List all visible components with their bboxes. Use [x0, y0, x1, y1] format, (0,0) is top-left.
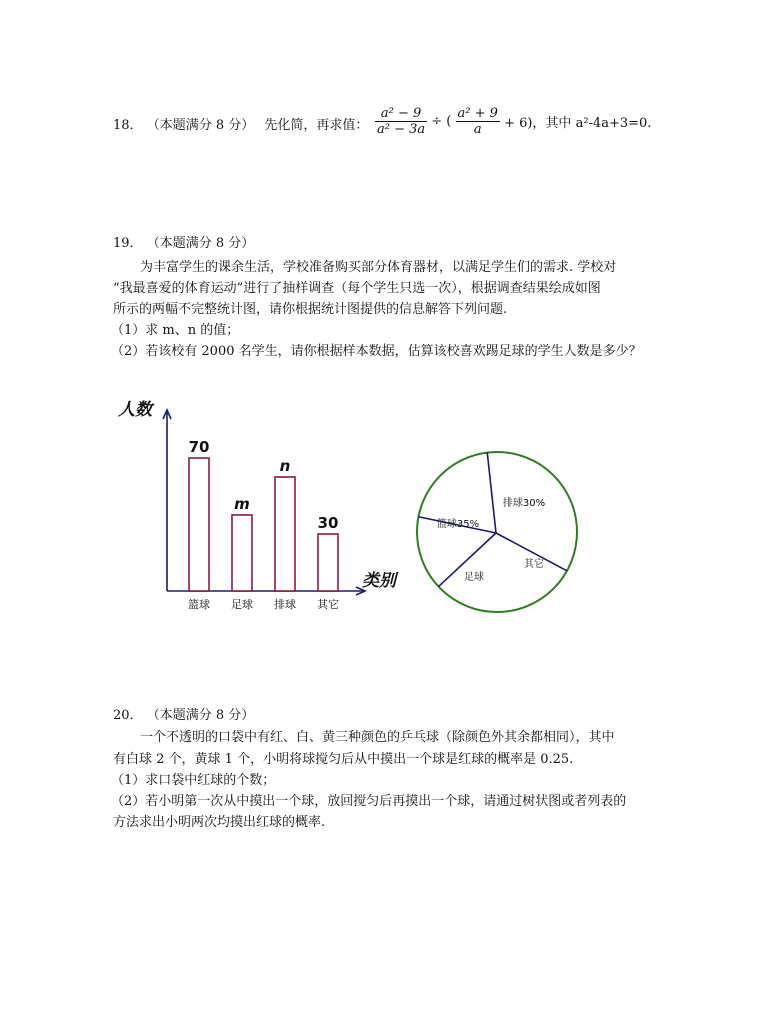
bar-2 — [232, 515, 252, 591]
q18-text: 先化简，再求值： — [264, 118, 369, 133]
q19-header — [113, 234, 254, 254]
q18-number: 18． — [113, 118, 143, 133]
pie-slice-label: 排球30% — [502, 498, 546, 509]
pie-circle — [417, 452, 577, 612]
x-axis-label: 类别 — [362, 571, 396, 591]
q19-paragraph-3: 所示的两幅不完整统计图，请你根据统计图提供的信息解答下列问题. — [113, 302, 508, 317]
q18-formula — [375, 106, 651, 137]
pie-slice-label: 篮球35% — [436, 519, 480, 530]
bar-1 — [189, 458, 209, 591]
q20-number: 20． — [113, 708, 143, 723]
q19-paragraph-2: “我最喜爱的体育运动”进行了抽样调查（每个学生只选一次），根据调查结果绘成如图 — [113, 281, 601, 296]
pie-slice-label: 其它 — [524, 559, 544, 570]
q19-subquestion-2: （2）若该校有 2000 名学生，请你根据样本数据，估算该校喜欢踢足球的学生人数是多少？ — [111, 344, 642, 359]
q20-subquestion-2: （2）若小明第一次从中摸出一个球，放回搅匀后再摸出一个球，请通过树状图或者列表的 — [111, 794, 627, 809]
q20-paragraph-1: 一个不透明的口袋中有红、白、黄三种颜色的乒乓球（除颜色外其余都相同），其中 — [140, 730, 615, 745]
x-tick-label: 篮球 — [188, 598, 210, 611]
q18-score: （本题满分 8 分） — [146, 118, 255, 133]
q18-fraction-2: $\frac{\text{a² + 9}}{a}$ — [457, 106, 498, 137]
bar-data-label: 30 — [317, 514, 339, 532]
q20-subquestion-2-cont: 方法求出小明两次均摸出红球的概率. — [113, 815, 326, 830]
x-tick-label: 足球 — [231, 598, 253, 611]
q18-div: ÷ ( — [431, 114, 452, 129]
q20-header — [113, 706, 254, 726]
q20-paragraph-2: 有白球 2 个，黄球 1 个，小明将球搅匀后从中摸出一个球是红球的概率是 0.25. — [113, 752, 574, 767]
bar-3 — [275, 477, 295, 591]
q19-score: （本题满分 8 分） — [146, 236, 255, 251]
bar-chart — [110, 390, 410, 620]
bar-data-label: m — [234, 495, 250, 513]
pie-chart — [410, 445, 585, 620]
bar-data-label: 70 — [188, 438, 210, 456]
q20-score: （本题满分 8 分） — [146, 708, 255, 723]
pie-slice-label: 足球 — [464, 572, 484, 583]
q18-fraction-1: $\frac{\text{a² − 9}}{\text{a² − 3a}}$ — [377, 106, 426, 137]
x-tick-label: 其它 — [317, 598, 339, 611]
q20-subquestion-1: （1）求口袋中红球的个数； — [111, 773, 276, 788]
bar-data-label: n — [279, 457, 291, 475]
q19-paragraph-1: 为丰富学生的课余生活，学校准备购买部分体育器材，以满足学生们的需求. 学校对 — [140, 260, 617, 275]
q19-subquestion-1: （1）求 m、n 的值； — [111, 323, 240, 338]
y-axis-label: 人数 — [118, 400, 152, 420]
q18-tail: + 6)，其中 a²-4a+3=0. — [504, 116, 652, 131]
q18-line — [113, 116, 368, 136]
bar-4 — [318, 534, 338, 591]
x-tick-label: 排球 — [274, 598, 296, 611]
q19-number: 19． — [113, 236, 143, 251]
